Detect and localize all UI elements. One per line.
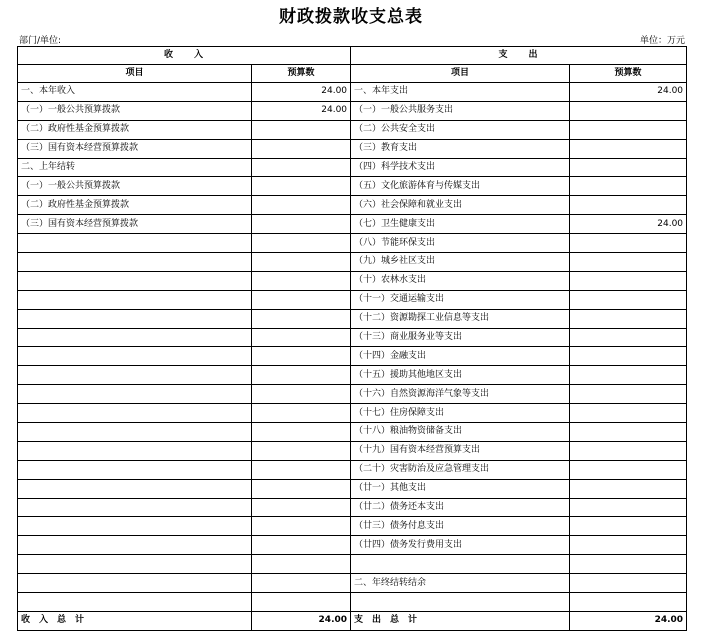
income-budget bbox=[252, 574, 351, 593]
table-row bbox=[18, 83, 687, 102]
expense-budget bbox=[570, 498, 687, 517]
income-budget bbox=[252, 366, 351, 385]
expense-item: （十六）自然资源海洋气象等支出 bbox=[351, 385, 570, 404]
expense-item: （十一）交通运输支出 bbox=[351, 290, 570, 309]
expense-item: （十八）粮油物资储备支出 bbox=[351, 423, 570, 442]
unit-label: 单位：万元 bbox=[639, 36, 685, 46]
expense-item: （廿一）其他支出 bbox=[351, 479, 570, 498]
income-budget bbox=[252, 120, 351, 139]
expense-budget bbox=[570, 385, 687, 404]
income-budget bbox=[252, 234, 351, 253]
expense-budget: 24.00 bbox=[570, 215, 687, 234]
income-budget bbox=[252, 347, 351, 366]
income-item bbox=[18, 517, 252, 536]
income-budget bbox=[252, 517, 351, 536]
expense-item: （一）一般公共服务支出 bbox=[351, 101, 570, 120]
income-item bbox=[18, 555, 252, 574]
expense-budget bbox=[570, 253, 687, 272]
expense-total-value: 24.00 bbox=[570, 611, 687, 630]
table-row bbox=[18, 120, 687, 139]
income-budget bbox=[252, 139, 351, 158]
income-item bbox=[18, 234, 252, 253]
income-budget bbox=[252, 215, 351, 234]
income-budget bbox=[252, 196, 351, 215]
expense-budget bbox=[570, 328, 687, 347]
expense-item: 二、年终结转结余 bbox=[351, 574, 570, 593]
income-budget bbox=[252, 479, 351, 498]
expense-budget bbox=[570, 479, 687, 498]
expense-item: （十九）国有资本经营预算支出 bbox=[351, 441, 570, 460]
income-budget bbox=[252, 423, 351, 442]
income-item bbox=[18, 423, 252, 442]
expense-item: （四）科学技术支出 bbox=[351, 158, 570, 177]
expense-item: （九）城乡社区支出 bbox=[351, 253, 570, 272]
table-row bbox=[18, 555, 687, 574]
expense-header: 支 出 bbox=[351, 47, 687, 65]
budget-table bbox=[17, 46, 687, 631]
expense-item: （廿四）债务发行费用支出 bbox=[351, 536, 570, 555]
income-budget bbox=[252, 290, 351, 309]
table-row bbox=[18, 215, 687, 234]
income-budget bbox=[252, 253, 351, 272]
expense-item: （十四）金融支出 bbox=[351, 347, 570, 366]
page-title: 财政拨款收支总表 bbox=[279, 7, 423, 27]
expense-item: （八）节能环保支出 bbox=[351, 234, 570, 253]
expense-budget bbox=[570, 536, 687, 555]
expense-item: （二十）灾害防治及应急管理支出 bbox=[351, 460, 570, 479]
income-budget-header: 预算数 bbox=[252, 65, 351, 83]
table-row bbox=[18, 404, 687, 423]
expense-budget bbox=[570, 290, 687, 309]
column-header-row bbox=[18, 65, 687, 83]
expense-item: （十二）资源勘探工业信息等支出 bbox=[351, 309, 570, 328]
table-row bbox=[18, 101, 687, 120]
table-row bbox=[18, 536, 687, 555]
income-item bbox=[18, 309, 252, 328]
expense-budget bbox=[570, 347, 687, 366]
income-item: （一）一般公共预算拨款 bbox=[18, 177, 252, 196]
table-row bbox=[18, 574, 687, 593]
dept-label: 部门/单位: bbox=[19, 36, 62, 46]
table-row bbox=[18, 347, 687, 366]
income-budget bbox=[252, 158, 351, 177]
expense-budget bbox=[570, 120, 687, 139]
table-row bbox=[18, 517, 687, 536]
income-item: （三）国有资本经营预算拨款 bbox=[18, 139, 252, 158]
expense-item: （三）教育支出 bbox=[351, 139, 570, 158]
expense-item: （廿二）债务还本支出 bbox=[351, 498, 570, 517]
expense-budget: 24.00 bbox=[570, 83, 687, 102]
income-budget bbox=[252, 536, 351, 555]
expense-item-header: 项目 bbox=[351, 65, 570, 83]
expense-item: （廿三）债务付息支出 bbox=[351, 517, 570, 536]
expense-item: （十五）援助其他地区支出 bbox=[351, 366, 570, 385]
income-item bbox=[18, 498, 252, 517]
income-budget bbox=[252, 404, 351, 423]
income-budget bbox=[252, 309, 351, 328]
table-row bbox=[18, 309, 687, 328]
table-row bbox=[18, 253, 687, 272]
income-item bbox=[18, 536, 252, 555]
expense-budget bbox=[570, 158, 687, 177]
expense-item: （七）卫生健康支出 bbox=[351, 215, 570, 234]
income-budget bbox=[252, 328, 351, 347]
table-row bbox=[18, 460, 687, 479]
expense-budget bbox=[570, 234, 687, 253]
income-item: 一、本年收入 bbox=[18, 83, 252, 102]
income-total-label: 收 入 总 计 bbox=[18, 611, 252, 630]
income-budget bbox=[252, 441, 351, 460]
table-row bbox=[18, 139, 687, 158]
income-budget: 24.00 bbox=[252, 101, 351, 120]
income-item bbox=[18, 404, 252, 423]
table-row bbox=[18, 328, 687, 347]
income-item bbox=[18, 460, 252, 479]
expense-budget bbox=[570, 177, 687, 196]
income-item: （二）政府性基金预算拨款 bbox=[18, 120, 252, 139]
income-budget bbox=[252, 498, 351, 517]
income-item bbox=[18, 593, 252, 612]
expense-budget bbox=[570, 196, 687, 215]
expense-item: （五）文化旅游体育与传媒支出 bbox=[351, 177, 570, 196]
income-budget bbox=[252, 385, 351, 404]
table-row bbox=[18, 441, 687, 460]
expense-budget bbox=[570, 460, 687, 479]
table-row bbox=[18, 158, 687, 177]
table-row bbox=[18, 366, 687, 385]
expense-item: 一、本年支出 bbox=[351, 83, 570, 102]
expense-item: （六）社会保障和就业支出 bbox=[351, 196, 570, 215]
expense-budget bbox=[570, 101, 687, 120]
group-header-row bbox=[18, 47, 687, 65]
expense-budget bbox=[570, 404, 687, 423]
expense-total-label: 支 出 总 计 bbox=[351, 611, 570, 630]
income-budget bbox=[252, 593, 351, 612]
table-row bbox=[18, 234, 687, 253]
income-item bbox=[18, 574, 252, 593]
income-item bbox=[18, 328, 252, 347]
income-item bbox=[18, 271, 252, 290]
expense-budget bbox=[570, 517, 687, 536]
income-item bbox=[18, 479, 252, 498]
expense-item: （十）农林水支出 bbox=[351, 271, 570, 290]
table-row bbox=[18, 177, 687, 196]
income-item-header: 项目 bbox=[18, 65, 252, 83]
expense-item bbox=[351, 555, 570, 574]
income-budget: 24.00 bbox=[252, 83, 351, 102]
expense-item: （二）公共安全支出 bbox=[351, 120, 570, 139]
income-item: （二）政府性基金预算拨款 bbox=[18, 196, 252, 215]
table-row bbox=[18, 290, 687, 309]
income-total-value: 24.00 bbox=[252, 611, 351, 630]
income-item: （一）一般公共预算拨款 bbox=[18, 101, 252, 120]
table-row bbox=[18, 385, 687, 404]
table-row bbox=[18, 423, 687, 442]
income-budget bbox=[252, 177, 351, 196]
table-row bbox=[18, 479, 687, 498]
income-item bbox=[18, 347, 252, 366]
income-header: 收 入 bbox=[18, 47, 351, 65]
expense-item: （十三）商业服务业等支出 bbox=[351, 328, 570, 347]
income-item bbox=[18, 385, 252, 404]
income-budget bbox=[252, 555, 351, 574]
income-item: 二、上年结转 bbox=[18, 158, 252, 177]
income-item bbox=[18, 253, 252, 272]
expense-budget bbox=[570, 271, 687, 290]
income-item: （三）国有资本经营预算拨款 bbox=[18, 215, 252, 234]
table-row bbox=[18, 271, 687, 290]
total-row bbox=[18, 611, 687, 630]
expense-item bbox=[351, 593, 570, 612]
expense-budget bbox=[570, 593, 687, 612]
income-item bbox=[18, 366, 252, 385]
expense-budget bbox=[570, 309, 687, 328]
table-row bbox=[18, 498, 687, 517]
table-row bbox=[18, 196, 687, 215]
expense-budget bbox=[570, 555, 687, 574]
expense-budget-header: 预算数 bbox=[570, 65, 687, 83]
income-budget bbox=[252, 271, 351, 290]
income-budget bbox=[252, 460, 351, 479]
expense-budget bbox=[570, 139, 687, 158]
income-item bbox=[18, 441, 252, 460]
expense-budget bbox=[570, 574, 687, 593]
expense-budget bbox=[570, 423, 687, 442]
expense-item: （十七）住房保障支出 bbox=[351, 404, 570, 423]
expense-budget bbox=[570, 366, 687, 385]
income-item bbox=[18, 290, 252, 309]
table-row bbox=[18, 593, 687, 612]
expense-budget bbox=[570, 441, 687, 460]
